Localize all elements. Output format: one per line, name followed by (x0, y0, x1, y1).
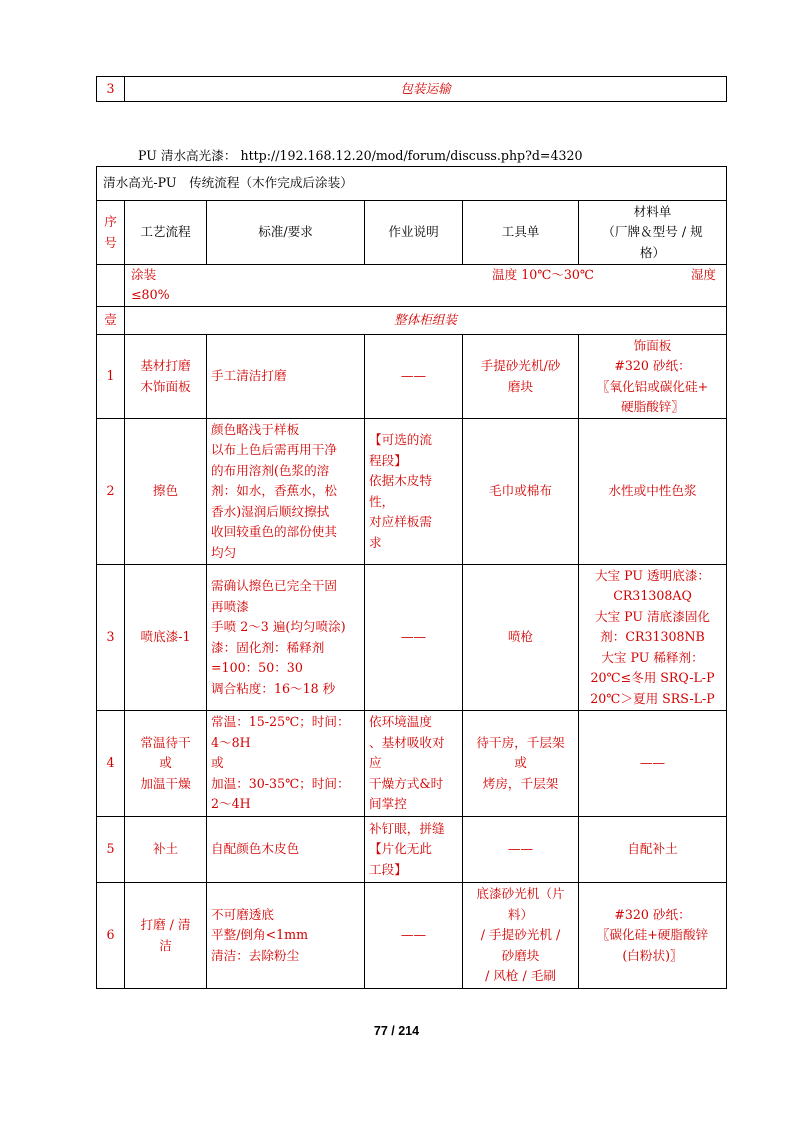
step-materials: 水性或中性色浆 (579, 419, 727, 565)
row-number: 3 (97, 77, 125, 102)
step-process: 喷底漆-1 (125, 565, 207, 711)
step-number: 6 (97, 883, 125, 989)
process-table (96, 166, 727, 989)
section-title: 整体柜组装 (125, 307, 727, 335)
step-number: 2 (97, 419, 125, 565)
step-notes: 补钉眼，拼缝 【片化无此 工段】 (365, 817, 463, 883)
step-process: 常温待干 或 加温干燥 (125, 711, 207, 817)
header-notes: 作业说明 (365, 201, 463, 265)
conditions-empty-cell (97, 265, 125, 307)
reference-link-line (138, 146, 583, 166)
reference-url[interactable]: http://192.168.12.20/mod/forum/discuss.php?d=4320 (240, 148, 583, 163)
section-title: 包装运输 (125, 77, 727, 102)
step-notes: 依环境温度 、基材吸收对 应 干燥方式&时 间掌控 (365, 711, 463, 817)
page-number: 77 / 214 (373, 1024, 420, 1038)
conditions-label: 涂装 (131, 267, 157, 283)
table-header-row (97, 201, 727, 265)
header-tools: 工具单 (463, 201, 579, 265)
step-number: 4 (97, 711, 125, 817)
step-standard: 颜色略浅于样板 以布上色后需再用干净 的布用溶剂(色浆的溶 剂：如水，香蕉水，松 香水)湿润后顺纹擦拭 收回较重色的部份使其 均匀 (207, 419, 365, 565)
step-notes: —— (365, 335, 463, 419)
step-tools: 底漆砂光机（片 料） / 手提砂光机 / 砂磨块 / 风枪 / 毛刷 (463, 883, 579, 989)
previous-table-tail (96, 76, 727, 102)
table-row (97, 817, 727, 883)
conditions-temperature: 温度 10℃～30℃ (492, 267, 595, 283)
step-tools: 毛巾或棉布 (463, 419, 579, 565)
section-number: 壹 (97, 307, 125, 335)
step-process: 基材打磨 木饰面板 (125, 335, 207, 419)
header-materials: 材料单 （厂牌＆型号 / 规 格） (579, 201, 727, 265)
conditions-row (97, 265, 727, 307)
step-notes: —— (365, 883, 463, 989)
table-row (97, 565, 727, 711)
table-title: 清水高光-PU 传统流程（木作完成后涂装） (97, 167, 727, 201)
step-number: 3 (97, 565, 125, 711)
step-notes: 【可选的流 程段】 依据木皮特 性， 对应样板需 求 (365, 419, 463, 565)
step-process: 补土 (125, 817, 207, 883)
step-standard: 不可磨透底 平整/倒角<1mm 清洁：去除粉尘 (207, 883, 365, 989)
header-process: 工艺流程 (125, 201, 207, 265)
table-row (97, 419, 727, 565)
step-standard: 常温：15-25℃；时间： 4～8H 或 加温：30-35℃；时间： 2～4H (207, 711, 365, 817)
table-row (97, 711, 727, 817)
step-tools: 手提砂光机/砂 磨块 (463, 335, 579, 419)
conditions-cell (125, 265, 727, 307)
step-number: 1 (97, 335, 125, 419)
table-title-row (97, 167, 727, 201)
header-standard: 标准/要求 (207, 201, 365, 265)
step-notes: —— (365, 565, 463, 711)
section-row (97, 307, 727, 335)
step-tools: 喷枪 (463, 565, 579, 711)
table-row (97, 335, 727, 419)
step-materials: #320 砂纸： 〖碳化硅+硬脂酸锌 (白粉状)〗 (579, 883, 727, 989)
header-no: 序 号 (97, 201, 125, 265)
step-standard: 自配颜色木皮色 (207, 817, 365, 883)
table-row (97, 77, 727, 102)
step-standard: 需确认擦色已完全干固 再喷漆 手喷 2～3 遍(均匀喷涂) 漆：固化剂：稀释剂 =100：50：30 调合粘度：16～18 秒 (207, 565, 365, 711)
table-row (97, 883, 727, 989)
step-materials: 饰面板 #320 砂纸： 〖氧化铝或碳化硅+ 硬脂酸锌〗 (579, 335, 727, 419)
step-standard: 手工清洁打磨 (207, 335, 365, 419)
step-process: 打磨 / 清 洁 (125, 883, 207, 989)
step-materials: 大宝 PU 透明底漆： CR31308AQ 大宝 PU 清底漆固化 剂：CR31308NB 大宝 PU 稀释剂： 20℃≤冬用 SRQ-L-P 20℃＞夏用 SRS-L-P (579, 565, 727, 711)
step-number: 5 (97, 817, 125, 883)
step-materials: 自配补土 (579, 817, 727, 883)
step-process: 擦色 (125, 419, 207, 565)
step-tools: 待干房，千层架 或 烤房，千层架 (463, 711, 579, 817)
conditions-humidity-label: 湿度 (690, 267, 716, 283)
reference-label: PU 清水高光漆： (138, 148, 237, 163)
step-materials: —— (579, 711, 727, 817)
step-tools: —— (463, 817, 579, 883)
conditions-humidity-value: ≤80% (131, 287, 170, 303)
